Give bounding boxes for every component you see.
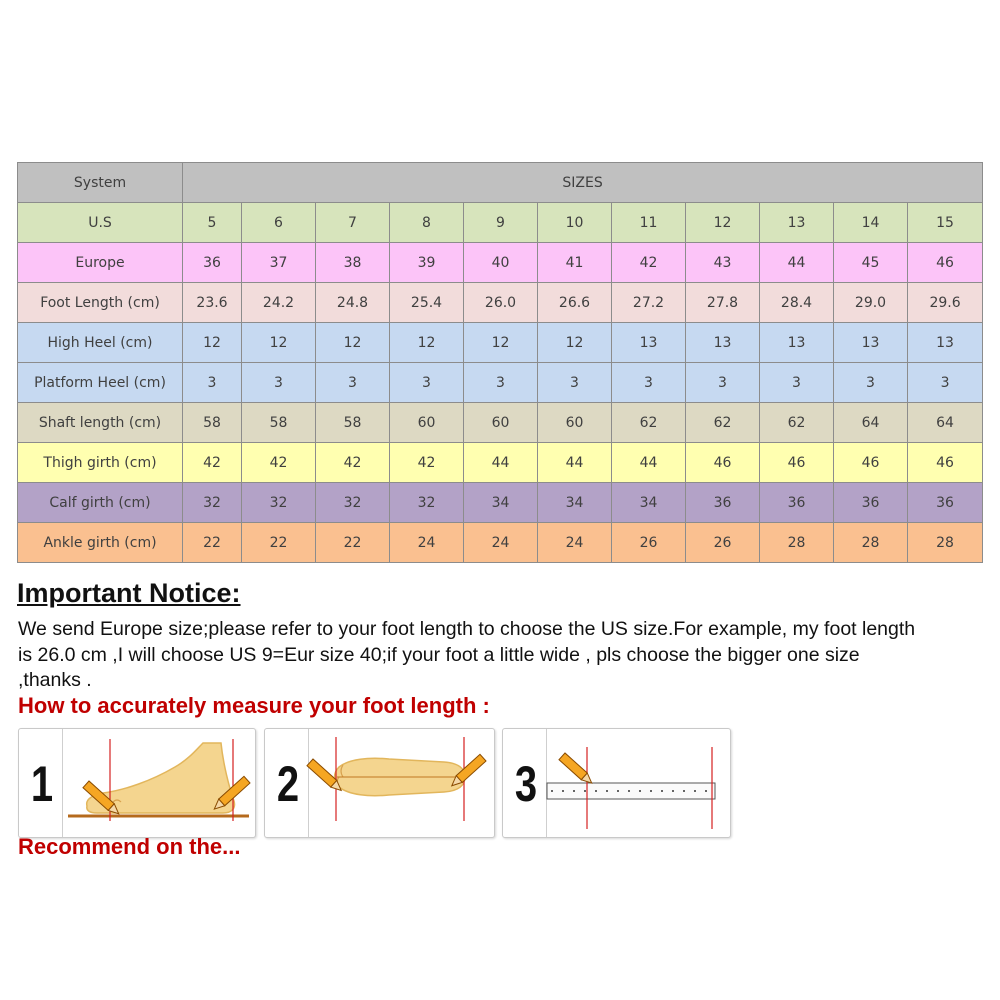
table-row <box>18 323 983 363</box>
size-cell: 3 <box>908 363 983 403</box>
size-cell: 64 <box>834 403 908 443</box>
foot-side-measure-icon <box>63 729 253 835</box>
table-row <box>18 403 983 443</box>
important-notice-text: We send Europe size;please refer to your foot length to choose the US size.For example, my foot length is 26.0 cm ,I will choose US 9=Eur size 40;if your foot a little wide , pls choose the bigger one size ,thanks . <box>18 618 916 691</box>
size-cell: 62 <box>612 403 686 443</box>
size-cell: 24 <box>464 523 538 563</box>
table-header-row <box>18 163 983 203</box>
size-cell: 26.6 <box>538 283 612 323</box>
size-chart-table <box>17 162 983 563</box>
size-cell: 37 <box>242 243 316 283</box>
size-cell: 27.2 <box>612 283 686 323</box>
size-cell: 3 <box>538 363 612 403</box>
size-cell: 13 <box>834 323 908 363</box>
size-cell: 36 <box>183 243 242 283</box>
size-cell: 13 <box>686 323 760 363</box>
table-row <box>18 443 983 483</box>
size-cell: 46 <box>760 443 834 483</box>
size-cell: 12 <box>686 203 760 243</box>
size-cell: 58 <box>183 403 242 443</box>
row-label: Europe <box>18 243 183 283</box>
size-cell: 36 <box>908 483 983 523</box>
row-label: Thigh girth (cm) <box>18 443 183 483</box>
size-cell: 28 <box>760 523 834 563</box>
table-row <box>18 363 983 403</box>
size-cell: 3 <box>760 363 834 403</box>
size-cell: 36 <box>686 483 760 523</box>
size-cell: 12 <box>183 323 242 363</box>
size-cell: 25.4 <box>390 283 464 323</box>
size-cell: 28 <box>834 523 908 563</box>
table-row <box>18 243 983 283</box>
size-cell: 26 <box>612 523 686 563</box>
size-cell: 13 <box>908 323 983 363</box>
size-cell: 32 <box>316 483 390 523</box>
row-label: Ankle girth (cm) <box>18 523 183 563</box>
size-cell: 42 <box>316 443 390 483</box>
size-cell: 14 <box>834 203 908 243</box>
step-number: 2 <box>276 756 300 812</box>
measure-step-3 <box>502 728 731 838</box>
size-cell: 45 <box>834 243 908 283</box>
size-cell: 24 <box>538 523 612 563</box>
size-cell: 12 <box>538 323 612 363</box>
size-cell: 22 <box>183 523 242 563</box>
size-cell: 38 <box>316 243 390 283</box>
row-label: Platform Heel (cm) <box>18 363 183 403</box>
size-cell: 12 <box>464 323 538 363</box>
size-cell: 9 <box>464 203 538 243</box>
size-cell: 3 <box>390 363 464 403</box>
size-cell: 3 <box>316 363 390 403</box>
size-cell: 36 <box>834 483 908 523</box>
step-number: 1 <box>30 756 54 812</box>
size-cell: 5 <box>183 203 242 243</box>
size-cell: 3 <box>464 363 538 403</box>
ruler-measure-icon <box>547 729 729 835</box>
size-cell: 60 <box>464 403 538 443</box>
row-label: Calf girth (cm) <box>18 483 183 523</box>
size-cell: 26 <box>686 523 760 563</box>
size-cell: 43 <box>686 243 760 283</box>
size-cell: 28.4 <box>760 283 834 323</box>
size-cell: 36 <box>760 483 834 523</box>
size-cell: 12 <box>390 323 464 363</box>
size-cell: 8 <box>390 203 464 243</box>
size-cell: 39 <box>390 243 464 283</box>
size-cell: 62 <box>686 403 760 443</box>
important-notice-title: Important Notice: <box>17 578 241 608</box>
size-cell: 24 <box>390 523 464 563</box>
size-cell: 58 <box>316 403 390 443</box>
size-cell: 3 <box>686 363 760 403</box>
table-row <box>18 483 983 523</box>
system-header: System <box>18 163 183 203</box>
size-cell: 3 <box>242 363 316 403</box>
size-cell: 44 <box>538 443 612 483</box>
table-row <box>18 203 983 243</box>
size-cell: 13 <box>612 323 686 363</box>
size-cell: 28 <box>908 523 983 563</box>
size-cell: 22 <box>242 523 316 563</box>
size-cell: 6 <box>242 203 316 243</box>
cut-off-text: Recommend on the... <box>18 834 241 859</box>
size-cell: 29.0 <box>834 283 908 323</box>
measure-guide-title: How to accurately measure your foot length : <box>18 693 490 718</box>
size-cell: 42 <box>242 443 316 483</box>
size-cell: 34 <box>612 483 686 523</box>
size-cell: 23.6 <box>183 283 242 323</box>
size-cell: 60 <box>390 403 464 443</box>
row-label: Foot Length (cm) <box>18 283 183 323</box>
size-cell: 42 <box>390 443 464 483</box>
size-cell: 42 <box>183 443 242 483</box>
size-cell: 58 <box>242 403 316 443</box>
size-cell: 13 <box>760 203 834 243</box>
size-cell: 27.8 <box>686 283 760 323</box>
size-cell: 7 <box>316 203 390 243</box>
sizes-header: SIZES <box>183 163 983 203</box>
size-cell: 29.6 <box>908 283 983 323</box>
foot-top-measure-icon <box>309 729 493 835</box>
row-label: Shaft length (cm) <box>18 403 183 443</box>
size-cell: 22 <box>316 523 390 563</box>
size-cell: 32 <box>183 483 242 523</box>
size-cell: 3 <box>612 363 686 403</box>
size-cell: 41 <box>538 243 612 283</box>
size-cell: 44 <box>760 243 834 283</box>
table-row <box>18 523 983 563</box>
size-cell: 46 <box>686 443 760 483</box>
size-cell: 60 <box>538 403 612 443</box>
size-cell: 12 <box>242 323 316 363</box>
size-cell: 34 <box>464 483 538 523</box>
size-cell: 24.2 <box>242 283 316 323</box>
table-row <box>18 283 983 323</box>
size-cell: 62 <box>760 403 834 443</box>
size-cell: 46 <box>908 443 983 483</box>
size-cell: 64 <box>908 403 983 443</box>
size-cell: 13 <box>760 323 834 363</box>
size-cell: 3 <box>834 363 908 403</box>
row-label: High Heel (cm) <box>18 323 183 363</box>
measure-step-2 <box>264 728 495 838</box>
size-cell: 32 <box>390 483 464 523</box>
size-cell: 44 <box>612 443 686 483</box>
size-cell: 46 <box>908 243 983 283</box>
size-cell: 34 <box>538 483 612 523</box>
step-number: 3 <box>514 756 538 812</box>
size-cell: 10 <box>538 203 612 243</box>
size-cell: 15 <box>908 203 983 243</box>
size-cell: 12 <box>316 323 390 363</box>
size-cell: 3 <box>183 363 242 403</box>
size-cell: 26.0 <box>464 283 538 323</box>
size-cell: 11 <box>612 203 686 243</box>
size-cell: 42 <box>612 243 686 283</box>
size-cell: 32 <box>242 483 316 523</box>
size-cell: 40 <box>464 243 538 283</box>
size-cell: 44 <box>464 443 538 483</box>
size-cell: 46 <box>834 443 908 483</box>
row-label: U.S <box>18 203 183 243</box>
size-cell: 24.8 <box>316 283 390 323</box>
measure-step-1 <box>18 728 256 838</box>
